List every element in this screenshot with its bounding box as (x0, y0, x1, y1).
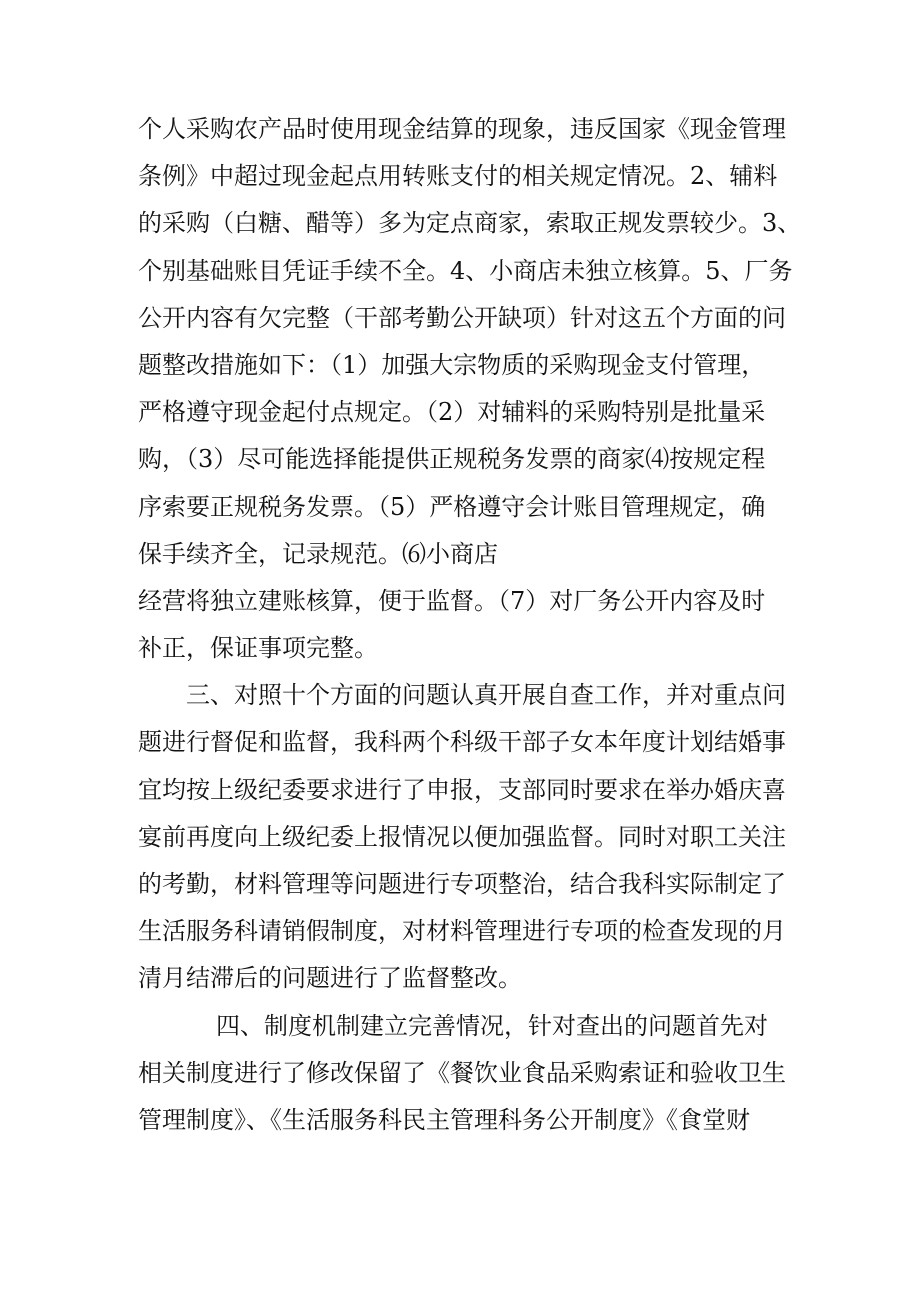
body-text (138, 106, 802, 1144)
text-line: 宴前再度向上级纪委上报情况以便加强监督。同时对职工关注 (138, 822, 786, 851)
text-line: 经营将独立建账核算，便于监督。（7）对厂务公开内容及时 (138, 586, 766, 615)
text-line: 的考勤，材料管理等问题进行专项整治，结合我科实际制定了 (138, 870, 786, 898)
text-line: 补正，保证事项完整。 (138, 634, 378, 663)
text-line: 条例》中超过现金起点用转账支付的相关规定情况。2、辅料 (138, 162, 778, 191)
text-line: 序索要正规税务发票。（5）严格遵守会计账目管理规定，确 (138, 492, 766, 521)
text-line: 公开内容有欠完整（干部考勤公开缺项）针对这五个方面的问 (138, 303, 786, 332)
text-line: 题进行督促和监督，我科两个科级干部子女本年度计划结婚事 (138, 728, 786, 757)
text-line: 相关制度进行了修改保留了《餐饮业食品采购索证和验收卫生 (138, 1058, 786, 1087)
text-line: 严格遵守现金起付点规定。（2）对辅料的采购特别是批量采 (138, 398, 766, 427)
section-three-heading-line: 三、对照十个方面的问题认真开展自查工作，并对重点问 (186, 681, 786, 710)
text-line: 购，（3）尽可能选择能提供正规税务发票的商家⑷按规定程 (138, 445, 766, 474)
text-line: 题整改措施如下：（1）加强大宗物质的采购现金支付管理， (138, 350, 766, 379)
section-four-heading-line: 四、制度机制建立完善情况，针对查出的问题首先对 (216, 1011, 768, 1040)
text-line: 保手续齐全，记录规范。⑹小商店 (138, 539, 498, 568)
text-line: 个别基础账目凭证手续不全。4、小商店未独立核算。5、厂务 (138, 256, 793, 285)
text-line: 个人采购农产品时使用现金结算的现象，违反国家《现金管理 (138, 115, 786, 143)
text-line: 生活服务科请销假制度，对材料管理进行专项的检查发现的月 (138, 917, 786, 946)
text-line: 清月结滞后的问题进行了监督整改。 (138, 964, 522, 993)
text-line: 宜均按上级纪委要求进行了申报，支部同时要求在举办婚庆喜 (138, 775, 786, 804)
text-line: 管理制度》、《生活服务科民主管理科务公开制度》《食堂财 (138, 1105, 750, 1134)
text-line: 的采购（白糖、醋等）多为定点商家，索取正规发票较少。3、 (138, 209, 802, 238)
